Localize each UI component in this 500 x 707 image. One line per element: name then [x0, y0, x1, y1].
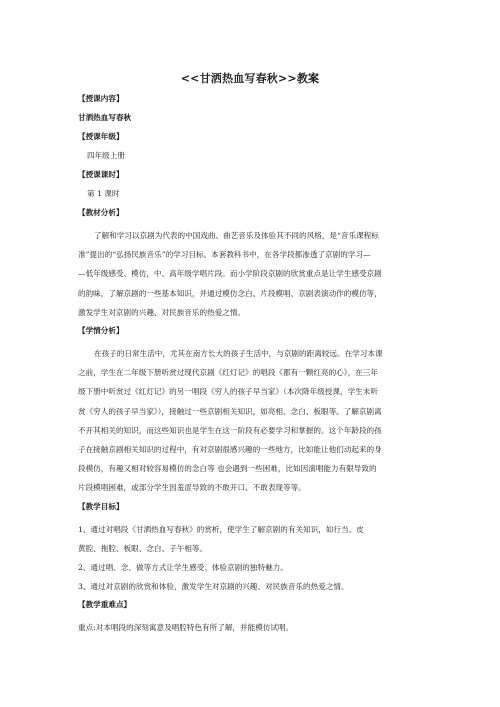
students-paragraph [78, 344, 422, 498]
goal-item-1 [78, 520, 422, 558]
grade-value: 四年级上册 [87, 151, 125, 160]
hours-heading: 【授课课时】 [78, 170, 124, 179]
goal-line: 1、通过对唱段《甘洒热血写春秋》的赏析，使学生了解京剧的有关知识，如行当、皮 [78, 524, 364, 534]
document-title: <<甘洒热血写春秋>>教案 [180, 72, 320, 85]
students-line: 级下册中听赏过《红灯记》的另一唱段《穷人的孩子早当家》（本次降年级授课，学生未听 [78, 387, 378, 397]
content-heading: 【授课内容】 [78, 94, 124, 103]
content-value: 甘洒热血写春秋 [78, 113, 132, 122]
students-heading: 【学情分析】 [78, 326, 124, 336]
document-body [78, 93, 422, 638]
hours-value: 第 1 课时 [87, 189, 120, 198]
students-line: 赏《穷人的孩子早当家》），接触过一些京剧相关知识，如亮相、念白、板眼等。了解京剧离 [78, 406, 382, 416]
students-line: 段模仿，有趣又相对较容易模仿的念白等 也会遇到一些困难，比如因演唱能力有限导致的 [78, 464, 377, 474]
keypoints-heading: 【教学重难点】 [78, 600, 132, 610]
analysis-line: —低年级感受、模仿，中、高年级学唱片段。而小学阶段京剧的欣赏重点是让学生感受京剧 [78, 269, 382, 279]
analysis-line: 的韵味，了解京剧的一些基本知识，并通过模仿念白、片段模唱、京剧表演动作的模仿等， [78, 288, 382, 298]
analysis-heading: 【教材分析】 [78, 208, 124, 217]
students-line: 片段模唱困难，或部分学生因羞涩导致的不敢开口、不敢表现等等。 [78, 483, 306, 493]
goal-line: 黄腔、拖腔、板眼、念白、子午相等。 [78, 543, 208, 553]
students-line: 不开其相关的知识，而这些知识也是学生在这一阶段有必要学习和掌握的。这个年龄段的孩 [78, 425, 382, 435]
analysis-paragraph [78, 226, 422, 322]
analysis-line: 准”提出的“弘扬民族音乐”的学习目标。本套教科书中，在各学段都渗透了京剧的学习— [78, 250, 371, 260]
goal-item-3 [78, 577, 422, 596]
analysis-line: 了解和学习以京剧为代表的中国戏曲、曲艺音乐及体验其不同的风格，是“音乐课程标 [94, 231, 379, 240]
goal-line: 2、通过唱、念、做等方式让学生感受、体验京剧的独特魅力。 [78, 563, 288, 573]
keypoint-item [78, 618, 422, 637]
goals-heading: 【教学目标】 [78, 501, 124, 511]
goal-item-2 [78, 558, 422, 577]
analysis-line: 激发学生对京剧的兴趣、对民族音乐的热爱之情。 [78, 307, 246, 317]
keypoint-line: 重点:对本唱段的深刻寓意及唱腔特色有所了解，并能模仿试唱。 [78, 623, 294, 633]
students-line: 子在接触京剧相关知识的过程中，有对京剧很感兴趣的一些地方，比如能让他们动起来的身 [78, 445, 382, 455]
grade-heading: 【授课年级】 [78, 132, 124, 141]
students-line: 之前，学生在二年级下册听赏过现代京剧《红灯记》的唱段《都有一颗红亮的心》，在三年 [78, 368, 378, 378]
students-line: 在孩子的日常生活中，尤其在南方长大的孩子生活中，与京剧的距离较远。在学习本课 [94, 349, 383, 359]
goal-line: 3、通过对京剧的欣赏和体验，激发学生对京剧的兴趣、对民族音乐的热爱之情。 [78, 582, 349, 592]
